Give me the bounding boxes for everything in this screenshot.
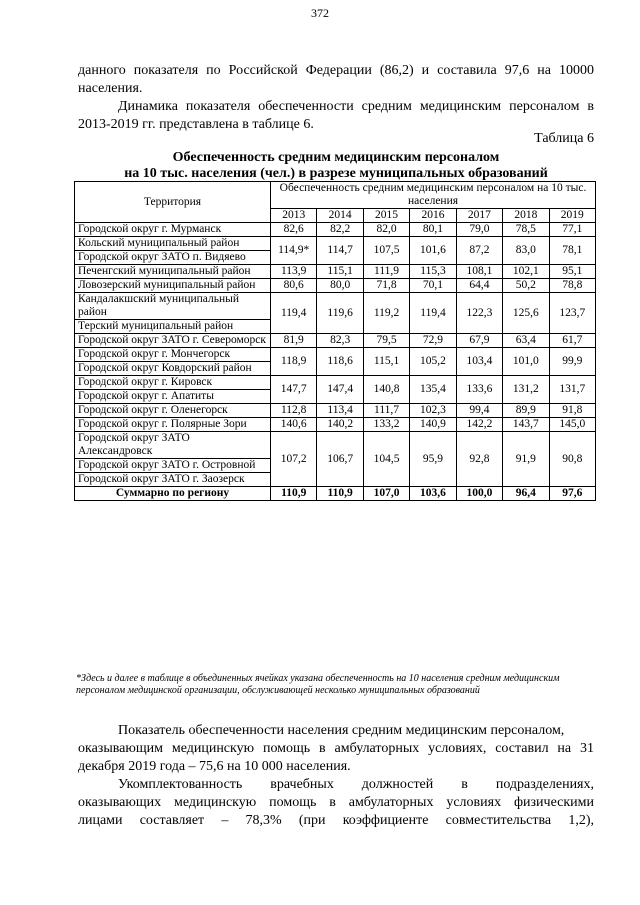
header-year: 2016 bbox=[410, 209, 456, 223]
header-group: Обеспеченность средним медицинским персоналом на 10 тыс. населения bbox=[271, 182, 596, 209]
value-cell: 95,1 bbox=[549, 265, 595, 279]
value-cell: 105,2 bbox=[410, 348, 456, 376]
territory-cell: Городской округ Ковдорский район bbox=[75, 362, 271, 376]
territory-cell: Городской округ г. Полярные Зори bbox=[75, 418, 271, 432]
value-cell: 103,4 bbox=[456, 348, 502, 376]
territory-cell: Городской округ ЗАТО г. Североморск bbox=[75, 334, 271, 348]
value-cell: 80,1 bbox=[410, 223, 456, 237]
territory-cell: Городской округ г. Мончегорск bbox=[75, 348, 271, 362]
table-row bbox=[75, 223, 596, 237]
value-cell: 140,8 bbox=[363, 376, 409, 404]
header-year: 2015 bbox=[363, 209, 409, 223]
value-cell: 71,8 bbox=[363, 279, 409, 293]
table-caption: Таблица 6 bbox=[534, 131, 594, 146]
value-cell: 133,2 bbox=[363, 418, 409, 432]
value-cell: 114,9* bbox=[271, 237, 317, 265]
value-cell: 79,0 bbox=[456, 223, 502, 237]
value-cell: 91,8 bbox=[549, 404, 595, 418]
table-title bbox=[78, 150, 594, 182]
value-cell: 82,6 bbox=[271, 223, 317, 237]
territory-cell: Кандалакшский муниципальный район bbox=[75, 293, 271, 320]
total-label: Суммарно по региону bbox=[75, 487, 271, 501]
paragraph-line: 2013-2019 гг. представлена в таблице 6. bbox=[78, 117, 314, 132]
value-cell: 106,7 bbox=[317, 432, 363, 487]
value-cell: 79,5 bbox=[363, 334, 409, 348]
table-row bbox=[75, 279, 596, 293]
value-cell: 61,7 bbox=[549, 334, 595, 348]
table-row bbox=[75, 418, 596, 432]
value-cell: 113,4 bbox=[317, 404, 363, 418]
table-row bbox=[75, 432, 596, 459]
paragraph-line: оказывающих медицинскую помощь в амбулаторных условиях физическими bbox=[78, 795, 594, 810]
territory-cell: Городской округ ЗАТО г. Заозерск bbox=[75, 473, 271, 487]
total-value-cell: 110,9 bbox=[317, 487, 363, 501]
header-year: 2019 bbox=[549, 209, 595, 223]
territory-cell: Ловозерский муниципальный район bbox=[75, 279, 271, 293]
value-cell: 140,6 bbox=[271, 418, 317, 432]
paragraph-line: Укомплектованность врачебных должностей в подразделениях, bbox=[118, 777, 594, 792]
value-cell: 101,0 bbox=[503, 348, 549, 376]
header-year: 2018 bbox=[503, 209, 549, 223]
territory-cell: Городской округ ЗАТО г. Островной bbox=[75, 459, 271, 473]
total-row bbox=[75, 487, 596, 501]
value-cell: 89,9 bbox=[503, 404, 549, 418]
provision-table bbox=[74, 181, 596, 501]
territory-cell: Городской округ г. Апатиты bbox=[75, 390, 271, 404]
total-value-cell: 107,0 bbox=[363, 487, 409, 501]
value-cell: 140,2 bbox=[317, 418, 363, 432]
paragraph-line: декабря 2019 года – 75,6 на 10 000 населения. bbox=[78, 759, 351, 774]
value-cell: 119,4 bbox=[271, 293, 317, 334]
paragraph-line: Показатель обеспеченности населения средним медицинским персоналом, bbox=[118, 723, 565, 738]
value-cell: 133,6 bbox=[456, 376, 502, 404]
territory-cell: Городской округ ЗАТО п. Видяево bbox=[75, 251, 271, 265]
value-cell: 99,4 bbox=[456, 404, 502, 418]
territory-cell: Печенгский муниципальный район bbox=[75, 265, 271, 279]
value-cell: 63,4 bbox=[503, 334, 549, 348]
value-cell: 115,3 bbox=[410, 265, 456, 279]
table-row bbox=[75, 265, 596, 279]
value-cell: 107,2 bbox=[271, 432, 317, 487]
value-cell: 80,0 bbox=[317, 279, 363, 293]
value-cell: 147,7 bbox=[271, 376, 317, 404]
header-year: 2013 bbox=[271, 209, 317, 223]
value-cell: 102,1 bbox=[503, 265, 549, 279]
paragraph-line: населения. bbox=[78, 81, 143, 96]
value-cell: 82,3 bbox=[317, 334, 363, 348]
territory-cell: Городской округ г. Мурманск bbox=[75, 223, 271, 237]
value-cell: 111,7 bbox=[363, 404, 409, 418]
total-value-cell: 103,6 bbox=[410, 487, 456, 501]
value-cell: 123,7 bbox=[549, 293, 595, 334]
value-cell: 50,2 bbox=[503, 279, 549, 293]
value-cell: 78,8 bbox=[549, 279, 595, 293]
paragraph-line: оказывающим медицинскую помощь в амбулаторных условиях, составил на 31 bbox=[78, 741, 594, 756]
table-row bbox=[75, 404, 596, 418]
value-cell: 102,3 bbox=[410, 404, 456, 418]
territory-cell: Городской округ г. Оленегорск bbox=[75, 404, 271, 418]
territory-cell: Городской округ г. Кировск bbox=[75, 376, 271, 390]
value-cell: 83,0 bbox=[503, 237, 549, 265]
value-cell: 114,7 bbox=[317, 237, 363, 265]
value-cell: 104,5 bbox=[363, 432, 409, 487]
value-cell: 101,6 bbox=[410, 237, 456, 265]
value-cell: 119,6 bbox=[317, 293, 363, 334]
value-cell: 108,1 bbox=[456, 265, 502, 279]
value-cell: 82,0 bbox=[363, 223, 409, 237]
table-title-line: Обеспеченность средним медицинским персоналом bbox=[172, 150, 500, 165]
paragraph-line: данного показателя по Российской Федерации (86,2) и составила 97,6 на 10000 bbox=[78, 63, 594, 78]
table-row bbox=[75, 376, 596, 390]
header-year: 2014 bbox=[317, 209, 363, 223]
table-footnote: *Здесь и далее в таблице в объединенных ячейках указана обеспеченность на 10 населения средним медицинским персоналом медицинской организации, обслуживающей несколько муниципальных образований bbox=[76, 673, 560, 696]
value-cell: 122,3 bbox=[456, 293, 502, 334]
total-value-cell: 100,0 bbox=[456, 487, 502, 501]
value-cell: 91,9 bbox=[503, 432, 549, 487]
value-cell: 119,4 bbox=[410, 293, 456, 334]
value-cell: 107,5 bbox=[363, 237, 409, 265]
value-cell: 81,9 bbox=[271, 334, 317, 348]
territory-cell: Городской округ ЗАТО Александровск bbox=[75, 432, 271, 459]
value-cell: 78,5 bbox=[503, 223, 549, 237]
value-cell: 78,1 bbox=[549, 237, 595, 265]
value-cell: 115,1 bbox=[317, 265, 363, 279]
value-cell: 118,6 bbox=[317, 348, 363, 376]
value-cell: 87,2 bbox=[456, 237, 502, 265]
value-cell: 112,8 bbox=[271, 404, 317, 418]
value-cell: 70,1 bbox=[410, 279, 456, 293]
value-cell: 99,9 bbox=[549, 348, 595, 376]
value-cell: 145,0 bbox=[549, 418, 595, 432]
value-cell: 118,9 bbox=[271, 348, 317, 376]
value-cell: 115,1 bbox=[363, 348, 409, 376]
value-cell: 147,4 bbox=[317, 376, 363, 404]
paragraph-line: лицами составляет – 78,3% (при коэффициенте совместительства 1,2), bbox=[78, 813, 594, 828]
value-cell: 92,8 bbox=[456, 432, 502, 487]
table-row bbox=[75, 293, 596, 320]
value-cell: 125,6 bbox=[503, 293, 549, 334]
value-cell: 95,9 bbox=[410, 432, 456, 487]
value-cell: 80,6 bbox=[271, 279, 317, 293]
value-cell: 131,2 bbox=[503, 376, 549, 404]
paragraph-line: Динамика показателя обеспеченности средним медицинским персоналом в bbox=[118, 99, 594, 114]
total-value-cell: 110,9 bbox=[271, 487, 317, 501]
value-cell: 90,8 bbox=[549, 432, 595, 487]
value-cell: 131,7 bbox=[549, 376, 595, 404]
value-cell: 119,2 bbox=[363, 293, 409, 334]
value-cell: 140,9 bbox=[410, 418, 456, 432]
value-cell: 77,1 bbox=[549, 223, 595, 237]
page-number: 372 bbox=[311, 6, 329, 20]
territory-cell: Кольский муниципальный район bbox=[75, 237, 271, 251]
header-year: 2017 bbox=[456, 209, 502, 223]
territory-cell: Терский муниципальный район bbox=[75, 320, 271, 334]
total-value-cell: 96,4 bbox=[503, 487, 549, 501]
total-value-cell: 97,6 bbox=[549, 487, 595, 501]
value-cell: 111,9 bbox=[363, 265, 409, 279]
table-row bbox=[75, 237, 596, 251]
value-cell: 135,4 bbox=[410, 376, 456, 404]
value-cell: 72,9 bbox=[410, 334, 456, 348]
value-cell: 67,9 bbox=[456, 334, 502, 348]
value-cell: 143,7 bbox=[503, 418, 549, 432]
header-territory: Территория bbox=[75, 182, 271, 223]
table-title-line: на 10 тыс. населения (чел.) в разрезе муниципальных образований bbox=[124, 166, 548, 181]
value-cell: 82,2 bbox=[317, 223, 363, 237]
table-row bbox=[75, 334, 596, 348]
value-cell: 64,4 bbox=[456, 279, 502, 293]
value-cell: 113,9 bbox=[271, 265, 317, 279]
table-row bbox=[75, 348, 596, 362]
value-cell: 142,2 bbox=[456, 418, 502, 432]
